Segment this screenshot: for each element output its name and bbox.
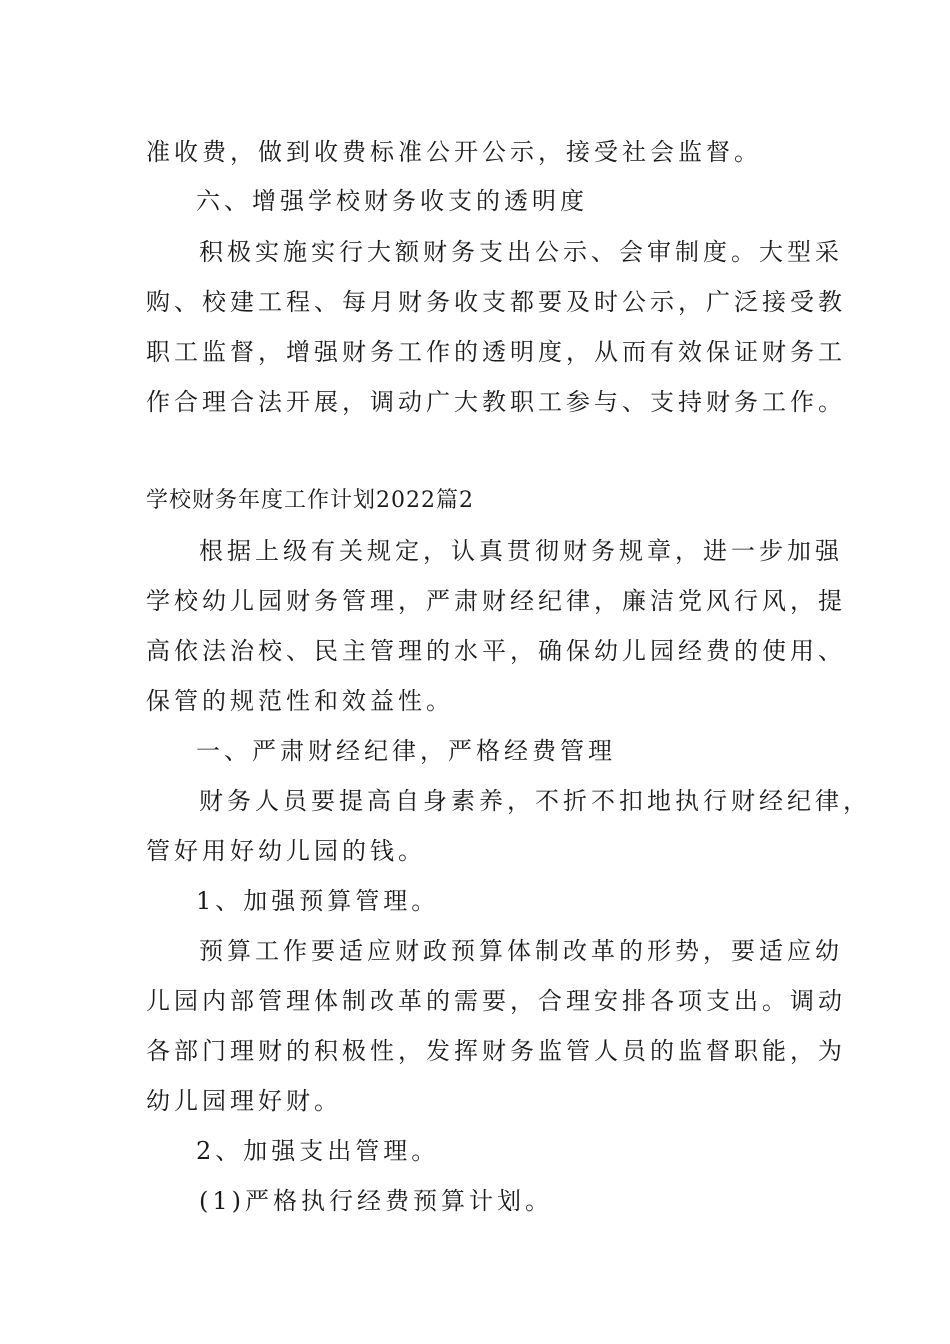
paragraph-line: 儿园内部管理体制改革的需要，合理安排各项支出。调动	[146, 987, 846, 1015]
section-heading: 一、严肃财经纪律，严格经费管理	[196, 737, 616, 765]
paragraph-line: 保管的规范性和效益性。	[146, 687, 454, 715]
section-heading: 六、增强学校财务收支的透明度	[196, 187, 588, 215]
subsection-heading: 1、加强预算管理。	[196, 887, 440, 915]
paragraph-line: 职工监督，增强财务工作的透明度，从而有效保证财务工	[146, 338, 846, 366]
subsection-heading: 2、加强支出管理。	[196, 1137, 440, 1165]
paragraph-line: 积极实施实行大额财务支出公示、会审制度。大型采	[199, 238, 843, 266]
paragraph-line: 准收费，做到收费标准公开公示，接受社会监督。	[146, 138, 762, 166]
paragraph-line: 各部门理财的积极性，发挥财务监管人员的监督职能，为	[146, 1037, 846, 1065]
paragraph-line: 幼儿园理好财。	[146, 1087, 342, 1115]
paragraph-line: 学校幼儿园财务管理，严肃财经纪律，廉洁党风行风，提	[146, 587, 846, 615]
paragraph-line: 根据上级有关规定，认真贯彻财务规章，进一步加强	[199, 537, 843, 565]
paragraph-line: 管好用好幼儿园的钱。	[146, 837, 426, 865]
paragraph-line: 财务人员要提高自身素养，不折不扣地执行财经纪律，	[199, 787, 871, 815]
paragraph-line: 预算工作要适应财政预算体制改革的形势，要适应幼	[199, 937, 843, 965]
paragraph-line: 购、校建工程、每月财务收支都要及时公示，广泛接受教	[146, 288, 846, 316]
paragraph-line: 高依法治校、民主管理的水平，确保幼儿园经费的使用、	[146, 637, 846, 665]
paragraph-line: 作合理合法开展，调动广大教职工参与、支持财务工作。	[146, 388, 846, 416]
document-title: 学校财务年度工作计划2022篇2	[146, 488, 474, 513]
list-item: (1)严格执行经费预算计划。	[199, 1187, 553, 1215]
